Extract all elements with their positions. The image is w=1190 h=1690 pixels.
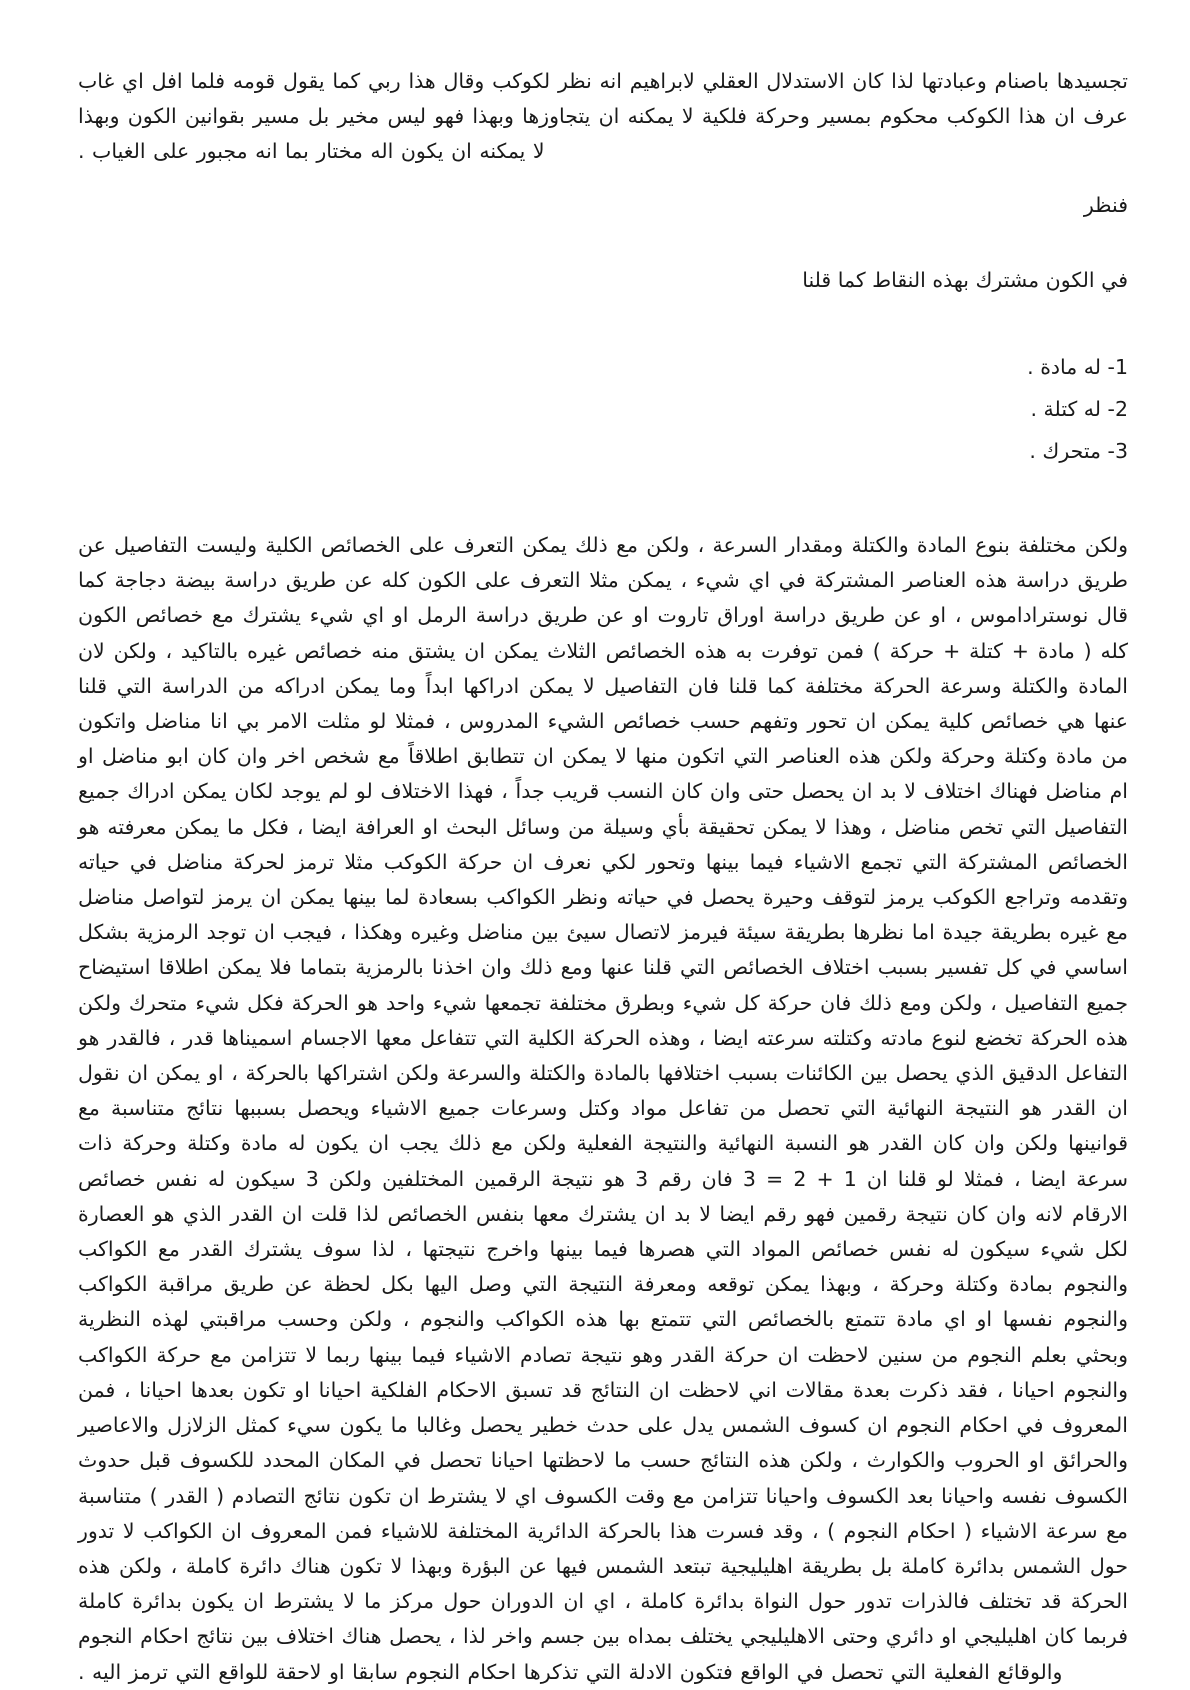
main-body-paragraph: ولكن مختلفة بنوع المادة والكتلة ومقدار السرعة ، ولكن مع ذلك يمكن التعرف على الخصائص الكلية وليست التفاصيل عن طريق دراسة هذه العناصر المشتركة في اي شيء ، يمكن مثلا التعرف على الكون كله عن طريق دراسة بيضة دجاجة كما قال نوستراداموس ، او عن طريق دراسة اوراق تاروت او عن طريق دراسة الرمل او اي شيء يشترك مع خصائص الكون كله ( مادة + كتلة + حركة ) فمن توفرت به هذه الخصائص الثلاث يمكن ان يشتق منه خصائص غيره بالتاكيد ، ولكن لان المادة والكتلة وسرعة الحركة مختلفة كما قلنا فان التفاصيل لا يمكن ادراكها ابداً وما يمكن ادراكه من الدراسة التي قلنا عنها هي خصائص كلية يمكن ان تحور وتفهم حسب خصائص الشيء المدروس ، فمثلا لو مثلت الامر بي انا مناضل واتكون من مادة وكتلة وحركة ولكن هذه العناصر التي اتكون منها لا يمكن ان تتطابق اطلاقاً مع شخص اخر وان كان ابو مناضل او ام مناضل فهناك اختلاف لا بد ان يحصل حتى وان كان النسب قريب جداً ، فهذا الاختلاف لو لم يوجد لكان يمكن ادراك جميع التفاصيل التي تخص مناضل ، وهذا لا يمكن تحقيقة بأي وسيلة من وسائل البحث او العرافة ايضا ، فكل ما يمكن معرفته هو الخصائص المشتركة التي تجمع الاشياء فيما بينها وتحور لكي نعرف ان حركة الكوكب مثلا ترمز لحركة مناضل في حياته وتقدمه وتراجع الكوكب يرمز لتوقف وحيرة يحصل في حياته ونظر الكواكب بسعادة لما بينها يمكن ان يرمز لتواصل مناضل مع غيره بطريقة جيدة اما نظرها بطريقة سيئة فيرمز لاتصال سيئ بين مناضل وغيره وهكذا ، فيجب ان توجد الرمزية بشكل اساسي في كل تفسير بسبب اختلاف الخصائص التي قلنا عنها ومع ذلك وان اخذنا بالرمزية بتماما فلا يمكن اطلاقا استيضاح جميع التفاصيل ، ولكن ومع ذلك فان حركة كل شيء وبطرق مختلفة تجمعها شيء واحد هو الحركة فكل شيء متحرك ولكن هذه الحركة تخضع لنوع مادته وكتلته سرعته ايضا ، وهذه الحركة الكلية التي تتفاعل معها الاجسام اسميناها قدر ، فالقدر هو التفاعل الدقيق الذي يحصل بين الكائنات بسبب اختلافها بالمادة والكتلة والسرعة ولكن اشتراكها بالحركة ، او يمكن ان نقول ان القدر هو النتيجة النهائية التي تحصل من تفاعل مواد وكتل وسرعات جميع الاشياء ويحصل بسببها نتائج متناسبة مع قوانينها ولكن وان كان القدر هو النسبة النهائية والنتيجة الفعلية ولكن مع ذلك يجب ان يكون له مادة وكتلة وحركة ذات سرعة ايضا ، فمثلا لو قلنا ان 1 + 2 = 3 فان رقم 3 هو نتيجة الرقمين المختلفين ولكن 3 سيكون له نفس خصائص الارقام لانه وان كان نتيجة رقمين فهو رقم ايضا لا بد ان يشترك معها بنفس الخصائص لذا قلت ان القدر الذي هو العصارة لكل شيء سيكون له نفس خصائص المواد التي هصرها فيما بينها واخرج نتيجتها ، لذا سوف يشترك القدر مع الكواكب والنجوم بمادة وكتلة وحركة ، وبهذا يمكن توقعه ومعرفة النتيجة التي وصل اليها بكل لحظة عن طريق مراقبة الكواكب والنجوم نفسها او اي مادة تتمتع بالخصائص التي تتمتع بها هذه الكواكب والنجوم ، ولكن وحسب مراقبتي لهذه النظرية وبحثي بعلم النجوم من سنين لاحظت ان حركة القدر وهو نتيجة تصادم الاشياء فيما بينها ربما لا تتزامن مع حركة الكواكب والنجوم احيانا ، فقد ذكرت بعدة مقالات اني لاحظت ان النتائج قد تسبق الاحكام الفلكية احيانا او تكون بعدها احيانا ، فمن المعروف في احكام النجوم ان كسوف الشمس يدل على حدث خطير يحصل وغالبا ما يكون سيء كمثل الزلازل والاعاصير والحرائق او الحروب والكوارث ، ولكن هذه النتائج حسب ما لاحظتها احيانا تحصل في المكان المحدد للكسوف قبل حدوث الكسوف نفسه واحيانا بعد الكسوف واحيانا تتزامن مع وقت الكسوف اي لا يشترط ان تكون نتائج التصادم ( القدر ) متناسبة مع سرعة الاشياء ( احكام النجوم ) ، وقد فسرت هذا بالحركة الدائرية المختلفة للاشياء فمن المعروف ان الكواكب لا تدور حول الشمس بدائرة كاملة بل بطريقة اهليليجية تبتعد الشمس فيها عن البؤرة وبهذا لا تكون هناك دائرة كاملة ، ولكن هذه الحركة قد تختلف فالذرات تدور حول النواة بدائرة كاملة ، اي ان الدوران حول مركز ما لا يشترط ان يكون بدائرة كاملة فربما كان اهليليجي او دائري وحتى الاهليليجي يختلف بمداه بين جسم واخر لذا ، يحصل هناك اختلاف بين نتائج احكام النجوم والوقائع الفعلية التي تحصل في الواقع فتكون الادلة التي تذكرها احكام النجوم سابقا او لاحقة للواقع التي ترمز اليه . bbox=[77, 533, 1129, 1684]
spacer-after-list bbox=[78, 476, 1128, 528]
list-item: 3- متحرك . bbox=[1029, 439, 1128, 464]
list-item: 2- له كتلة . bbox=[1030, 397, 1128, 422]
opening-paragraph: تجسيدها باصنام وعبادتها لذا كان الاستدلال العقلي لابراهيم انه نظر لكوكب وقال هذا ربي كما يقول قومه فلما افل اي غاب عرف ان هذا الكوكب محكوم بمسير وحركة فلكية لا يمكنه ان يتجاوزها وبهذا فهو ليس مخير بل مسير بقوانين الكون وبهذا لا يمكنه ان يكون اله مختار بما انه مجبور على الغياب . bbox=[78, 69, 1128, 164]
spacer-after-fanazara bbox=[78, 223, 1128, 263]
line-shared-points-intro: في الكون مشترك بهذه النقاط كما قلنا bbox=[802, 267, 1128, 292]
line-fanazara: فنظر bbox=[1083, 192, 1128, 217]
spacer-after-opening bbox=[78, 170, 1128, 188]
spacer-before-list bbox=[78, 298, 1128, 350]
list-item: 1- له مادة . bbox=[1027, 355, 1128, 380]
shared-points-list bbox=[78, 350, 1128, 468]
